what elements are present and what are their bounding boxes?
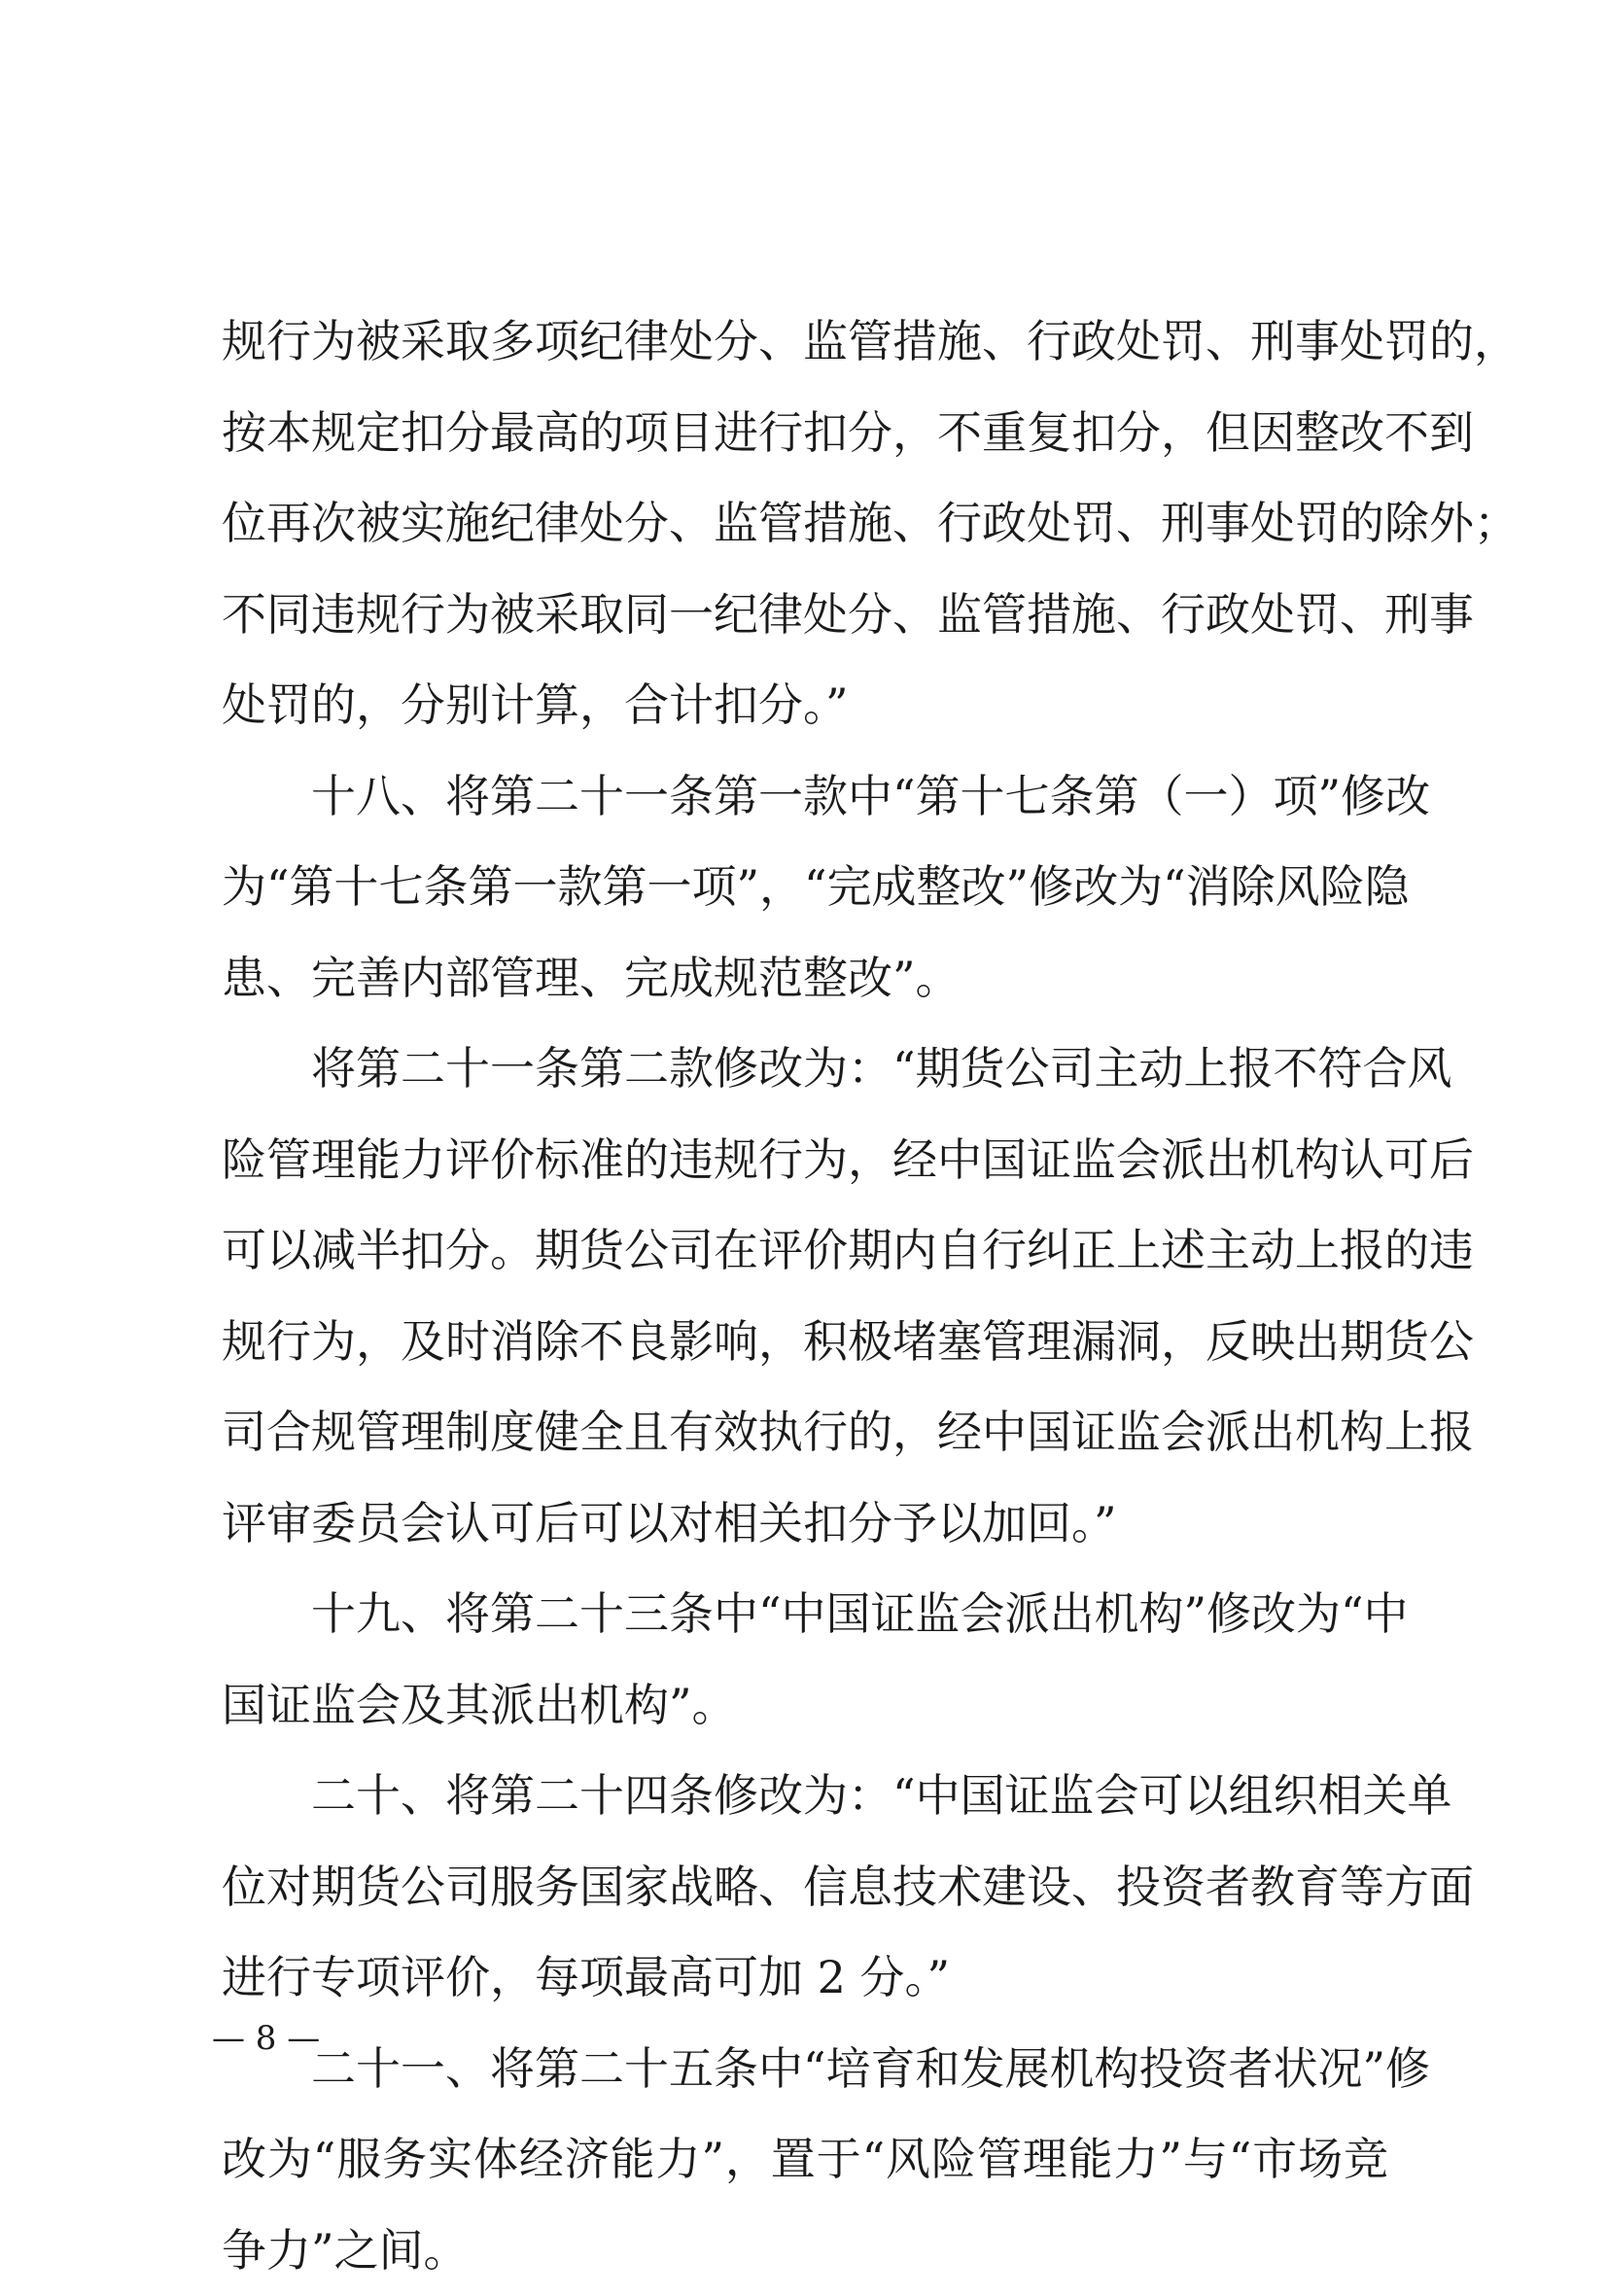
paragraph-item-20: [222, 1751, 1388, 2024]
text-line: 司合规管理制度健全且有效执行的，经中国证监会派出机构上报: [222, 1387, 1388, 1478]
text-line: 二十一、将第二十五条中“培育和发展机构投资者状况”修: [222, 2024, 1388, 2115]
text-line: 为“第十七条第一款第一项”，“完成整改”修改为“消除风险隐: [222, 842, 1388, 933]
text-line: 可以减半扣分。期货公司在评价期内自行纠正上述主动上报的违: [222, 1205, 1388, 1297]
text-line: 十八、将第二十一条第一款中“第十七条第（一）项”修改: [222, 751, 1388, 843]
paragraph-item-19: [222, 1569, 1388, 1751]
text-line: 按本规定扣分最高的项目进行扣分，不重复扣分，但因整改不到: [222, 388, 1388, 479]
text-line: 争力”之间。: [222, 2206, 1388, 2296]
paragraph-continued: [222, 296, 1388, 751]
text-line: 评审委员会认可后可以对相关扣分予以加回。”: [222, 1478, 1388, 1570]
document-body: [222, 296, 1388, 2296]
text-line: 二十、将第二十四条修改为：“中国证监会可以组织相关单: [222, 1751, 1388, 1842]
text-line: 国证监会及其派出机构”。: [222, 1660, 1388, 1752]
text-line: 十九、将第二十三条中“中国证监会派出机构”修改为“中: [222, 1569, 1388, 1660]
paragraph-item-18-clause-2: [222, 1024, 1388, 1569]
text-line: 改为“服务实体经济能力”，置于“风险管理能力”与“市场竞: [222, 2114, 1388, 2206]
paragraph-item-21: [222, 2024, 1388, 2296]
text-line: 位再次被实施纪律处分、监管措施、行政处罚、刑事处罚的除外；: [222, 478, 1388, 570]
text-line: 险管理能力评价标准的违规行为，经中国证监会派出机构认可后: [222, 1115, 1388, 1206]
text-line: 位对期货公司服务国家战略、信息技术建设、投资者教育等方面: [222, 1842, 1388, 1933]
paragraph-item-18: [222, 751, 1388, 1025]
text-line: 处罚的，分别计算，合计扣分。”: [222, 660, 1388, 751]
page-number: — 8 —: [212, 2019, 320, 2058]
text-line: 不同违规行为被采取同一纪律处分、监管措施、行政处罚、刑事: [222, 570, 1388, 661]
text-line: 规行为被采取多项纪律处分、监管措施、行政处罚、刑事处罚的，: [222, 296, 1388, 388]
text-line: 进行专项评价，每项最高可加 2 分。”: [222, 1932, 1388, 2024]
text-line: 患、完善内部管理、完成规范整改”。: [222, 933, 1388, 1025]
text-line: 将第二十一条第二款修改为：“期货公司主动上报不符合风: [222, 1024, 1388, 1115]
text-line: 规行为，及时消除不良影响，积极堵塞管理漏洞，反映出期货公: [222, 1297, 1388, 1388]
